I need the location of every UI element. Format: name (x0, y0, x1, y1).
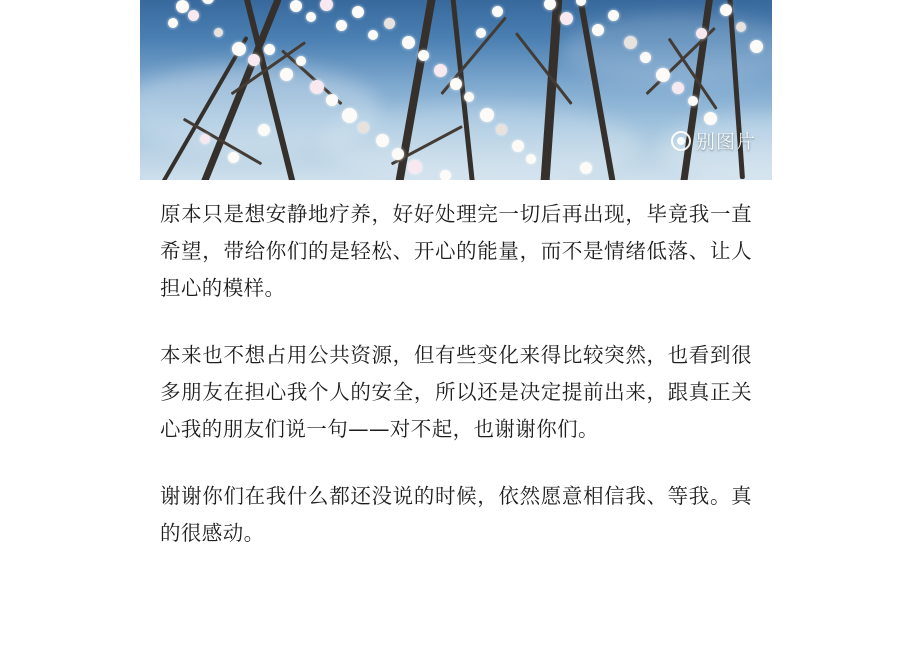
blossom-shape (450, 78, 462, 90)
article-paragraph: 本来也不想占用公共资源，但有些变化来得比较突然，也看到很多朋友在担心我个人的安全，所以还是决定提前出来，跟真正关心我的朋友们说一句——对不起，也谢谢你们。 (160, 343, 752, 441)
blossom-shape (176, 0, 189, 13)
blossom-shape (480, 108, 494, 122)
blossom-shape (358, 122, 369, 133)
blossom-shape (320, 0, 333, 11)
blossom-shape (214, 28, 223, 37)
blossom-shape (476, 28, 486, 38)
blossom-shape (512, 140, 524, 152)
blossom-shape (704, 112, 717, 125)
blossom-shape (720, 4, 732, 16)
blossom-shape (232, 42, 246, 56)
blossom-shape (402, 36, 415, 49)
blossom-shape (464, 92, 474, 102)
blossom-shape (580, 162, 592, 174)
camera-circle-icon (671, 131, 691, 151)
blossom-shape (624, 36, 637, 49)
blossom-shape (336, 20, 347, 31)
article-body (160, 196, 752, 552)
blossom-shape (750, 40, 763, 53)
article-paragraph: 谢谢你们在我什么都还没说的时候，依然愿意相信我、等我。真的很感动。 (160, 484, 752, 545)
blossom-shape (560, 12, 573, 25)
blossom-shape (188, 10, 199, 21)
blossom-shape (326, 94, 338, 106)
blossom-shape (496, 124, 507, 135)
blossom-shape (492, 6, 503, 17)
blossom-shape (228, 152, 239, 163)
blossom-shape (592, 24, 604, 36)
blossom-shape (434, 64, 447, 77)
blossom-shape (688, 96, 698, 106)
blossom-shape (258, 124, 270, 136)
blossom-shape (526, 154, 536, 164)
blossom-shape (368, 30, 378, 40)
blossom-shape (200, 134, 210, 144)
blossom-shape (392, 148, 404, 160)
watermark-label: 别图片 (695, 131, 756, 153)
blossom-shape (696, 28, 707, 39)
blossom-shape (418, 50, 429, 61)
blossom-shape (202, 0, 214, 4)
blossom-shape (440, 170, 451, 180)
blossom-shape (672, 82, 684, 94)
blossom-shape (248, 54, 260, 66)
blossom-shape (656, 68, 670, 82)
blossom-shape (290, 0, 302, 12)
blossom-shape (608, 10, 619, 21)
blossom-shape (352, 6, 364, 18)
hero-image (140, 0, 772, 180)
blossom-shape (264, 44, 275, 55)
blossom-shape (640, 52, 651, 63)
image-watermark (671, 127, 756, 154)
blossom-shape (408, 160, 422, 174)
blossom-shape (310, 80, 324, 94)
article-paragraph: 原本只是想安静地疗养，好好处理完一切后再出现，毕竟我一直希望，带给你们的是轻松、开心的能量，而不是情绪低落、让人担心的模样。 (160, 202, 752, 300)
blossom-shape (384, 18, 395, 29)
blossom-shape (306, 12, 316, 22)
blossom-shape (168, 18, 178, 28)
blossom-shape (376, 134, 389, 147)
blossom-shape (736, 22, 746, 32)
blossom-shape (342, 108, 357, 123)
blossom-shape (296, 56, 306, 66)
blossom-shape (280, 68, 293, 81)
